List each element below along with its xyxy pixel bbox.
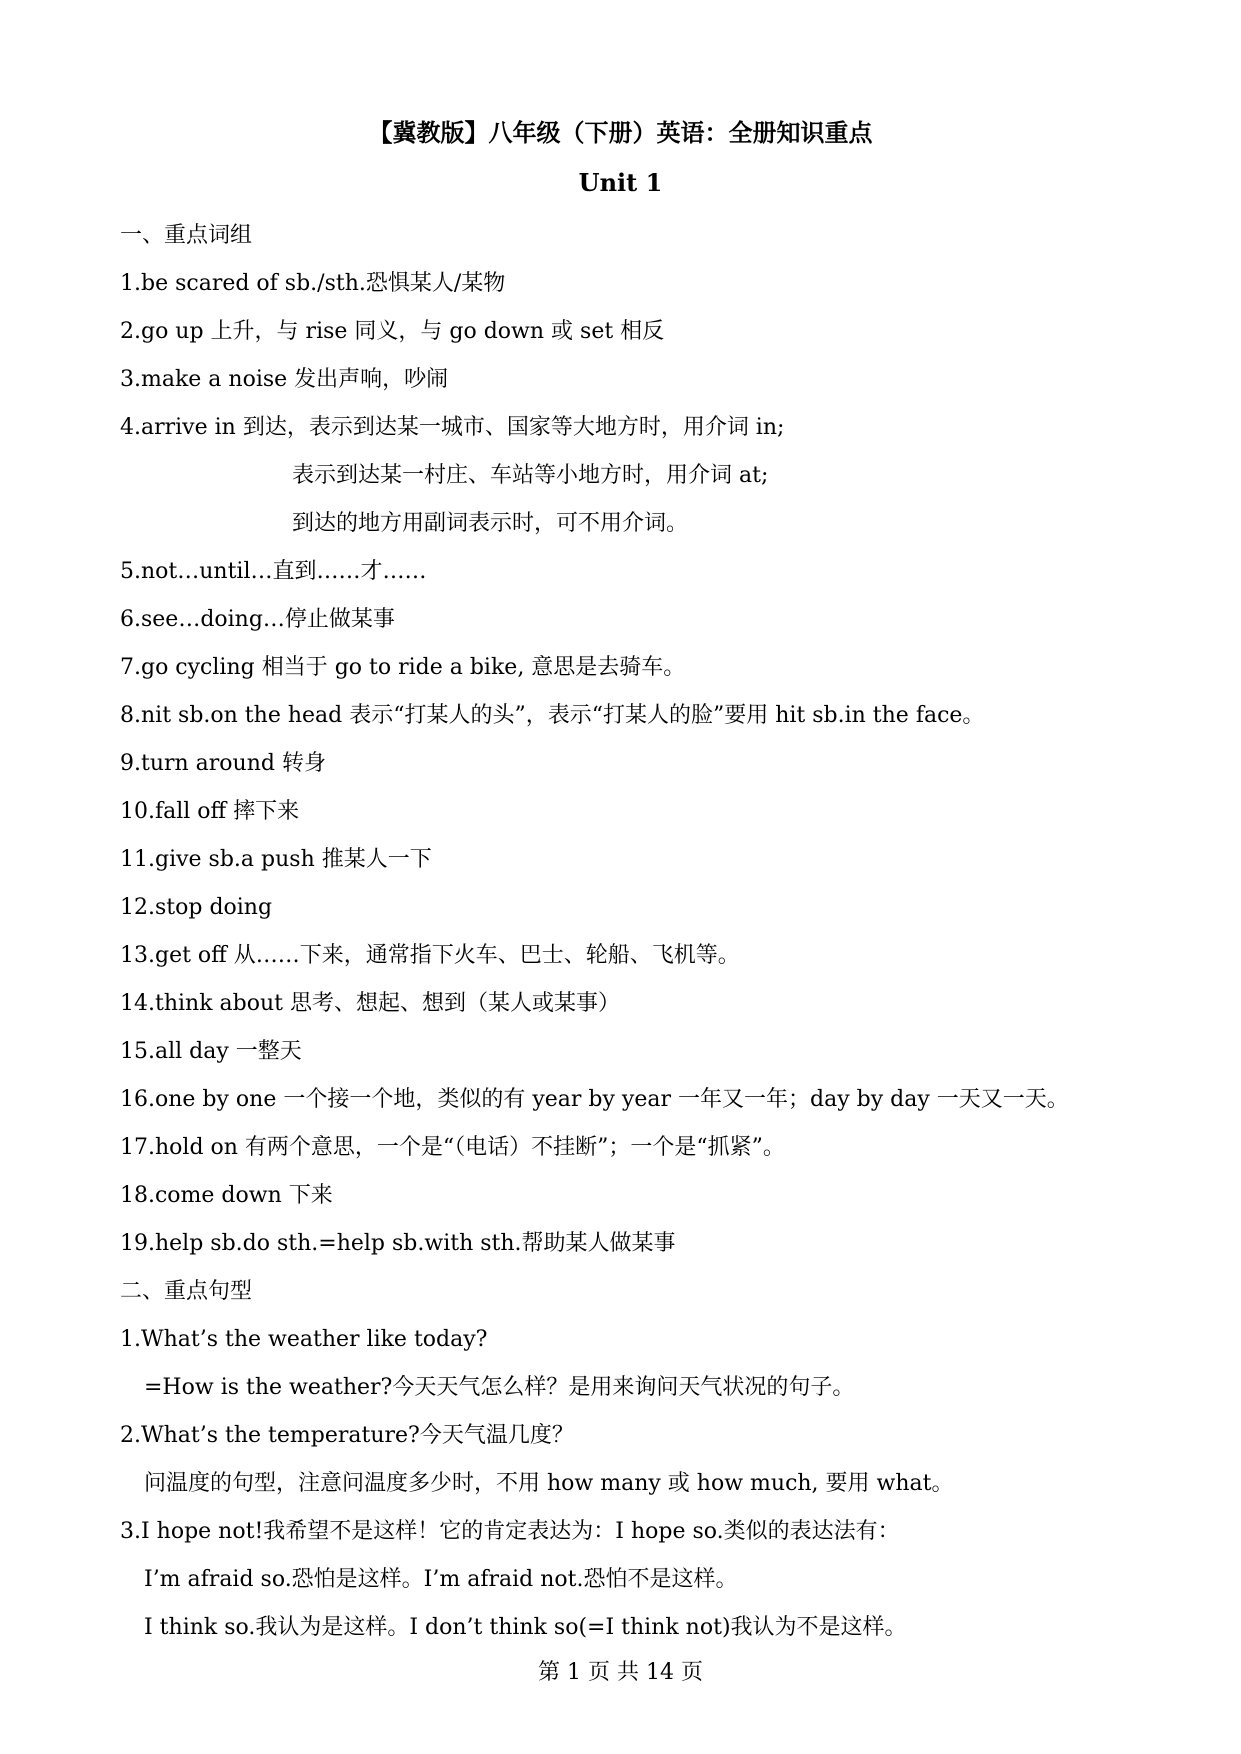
phrase-item: 6.see…doing…停止做某事 (120, 607, 395, 632)
phrase-item: 19.help sb.do sth.=help sb.with sth.帮助某人做某事 (120, 1231, 676, 1256)
document-title: 【冀教版】八年级（下册）英语：全册知识重点 (368, 118, 873, 147)
phrase-item: 15.all day 一整天 (120, 1039, 302, 1064)
document-body (120, 212, 1130, 1652)
phrase-item: 2.go up 上升，与 rise 同义，与 go down 或 set 相反 (120, 319, 665, 344)
phrase-item: 5.not…until…直到……才…… (120, 559, 427, 584)
sentence-explanation: 问温度的句型，注意问温度多少时，不用 how many 或 how much, 要用 what。 (144, 1471, 954, 1496)
sentence-item: 1.What’s the weather like today? (120, 1327, 488, 1352)
phrase-item: 3.make a noise 发出声响，吵闹 (120, 367, 449, 392)
phrase-item: 17.hold on 有两个意思，一个是“（电话）不挂断”；一个是“抓紧”。 (120, 1135, 785, 1160)
sentence-explanation: I think so.我认为是这样。I don’t think so(=I think not)我认为不是这样。 (144, 1615, 907, 1640)
phrase-item: 9.turn around 转身 (120, 751, 326, 776)
sentence-item: 3.I hope not!我希望不是这样！它的肯定表达为：I hope so.类似的表达法有： (120, 1519, 900, 1544)
phrase-item: 4.arrive in 到达，表示到达某一城市、国家等大地方时，用介词 in; (120, 415, 785, 440)
phrase-item: 18.come down 下来 (120, 1183, 333, 1208)
phrase-item: 14.think about 思考、想起、想到（某人或某事） (120, 991, 620, 1016)
page-number-footer: 第 1 页 共 14 页 (538, 1660, 703, 1685)
phrase-item: 11.give sb.a push 推某人一下 (120, 847, 432, 872)
sentence-explanation: =How is the weather?今天天气怎么样？是用来询问天气状况的句子。 (144, 1375, 855, 1400)
phrase-item: 13.get off 从……下来，通常指下火车、巴士、轮船、飞机等。 (120, 943, 740, 968)
phrase-item-continuation: 表示到达某一村庄、车站等小地方时，用介词 at; (292, 463, 769, 488)
phrase-item-continuation: 到达的地方用副词表示时，可不用介词。 (292, 511, 689, 536)
section-heading-phrases: 一、重点词组 (120, 223, 253, 248)
phrase-item: 12.stop doing (120, 895, 273, 920)
phrase-item: 10.fall off 摔下来 (120, 799, 300, 824)
sentence-explanation: I’m afraid so.恐怕是这样。I’m afraid not.恐怕不是这样。 (144, 1567, 738, 1592)
unit-heading: Unit 1 (578, 168, 663, 197)
phrase-item: 16.one by one 一个接一个地，类似的有 year by year 一年又一年；day by day 一天又一天。 (120, 1087, 1069, 1112)
sentence-item: 2.What’s the temperature?今天气温几度？ (120, 1423, 574, 1448)
section-heading-sentences: 二、重点句型 (120, 1279, 253, 1304)
phrase-item: 7.go cycling 相当于 go to ride a bike, 意思是去骑车。 (120, 655, 686, 680)
phrase-item: 1.be scared of sb./sth.恐惧某人/某物 (120, 271, 506, 296)
phrase-item: 8.nit sb.on the head 表示“打某人的头”，表示“打某人的脸”要用 hit sb.in the face。 (120, 703, 985, 728)
